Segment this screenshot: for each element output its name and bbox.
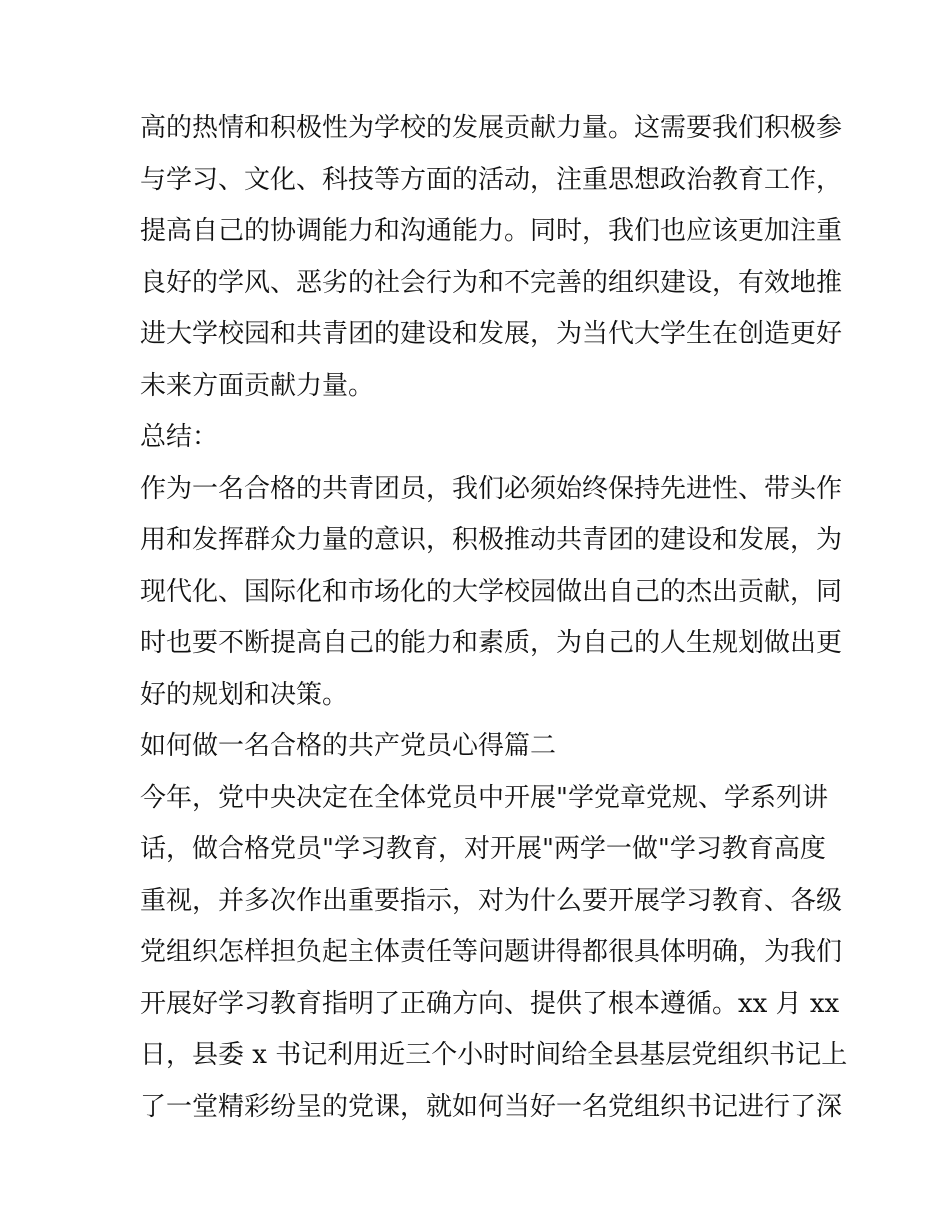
text-line: 开展好学习教育指明了正确方向、提供了根本遵循。xx 月 xx (140, 988, 840, 1019)
text-line: 了一堂精彩纷呈的党课，就如何当好一名党组织书记进行了深 (140, 1091, 843, 1122)
text-line: 时也要不断提高自己的能力和素质，为自己的人生规划做出更 (140, 628, 843, 658)
text-line: 进大学校园和共青团的建设和发展，为当代大学生在创造更好 (140, 319, 843, 349)
text-line: 与学习、文化、科技等方面的活动，注重思想政治教育工作， (140, 164, 843, 195)
text-line: 良好的学风、恶劣的社会行为和不完善的组织建设，有效地推 (140, 267, 843, 298)
text-line: 现代化、国际化和市场化的大学校园做出自己的杰出贡献，同 (140, 576, 843, 607)
section-heading-part-two: 如何做一名合格的共产党员心得篇二 (140, 731, 557, 761)
text-line: 提高自己的协调能力和沟通能力。同时，我们也应该更加注重 (140, 216, 843, 246)
document-body (140, 103, 848, 1133)
text-line: 好的规划和决策。 (140, 679, 349, 710)
text-line: 党组织怎样担负起主体责任等问题讲得都很具体明确，为我们 (140, 937, 843, 967)
section-heading-summary: 总结： (140, 422, 219, 452)
text-line: 高的热情和积极性为学校的发展贡献力量。这需要我们积极参 (140, 113, 843, 143)
text-line: 今年，党中央决定在全体党员中开展"学党章党规、学系列讲 (140, 782, 828, 813)
text-line: 话，做合格党员"学习教育，对开展"两学一做"学习教育高度 (140, 834, 826, 864)
text-line: 日，县委 x 书记利用近三个小时时间给全县基层党组织书记上 (140, 1040, 848, 1070)
text-line: 作为一名合格的共青团员，我们必须始终保持先进性、带头作 (140, 473, 843, 504)
text-line: 用和发挥群众力量的意识，积极推动共青团的建设和发展，为 (140, 525, 843, 555)
text-line: 重视，并多次作出重要指示，对为什么要开展学习教育、各级 (140, 885, 843, 916)
text-line: 未来方面贡献力量。 (140, 370, 375, 401)
